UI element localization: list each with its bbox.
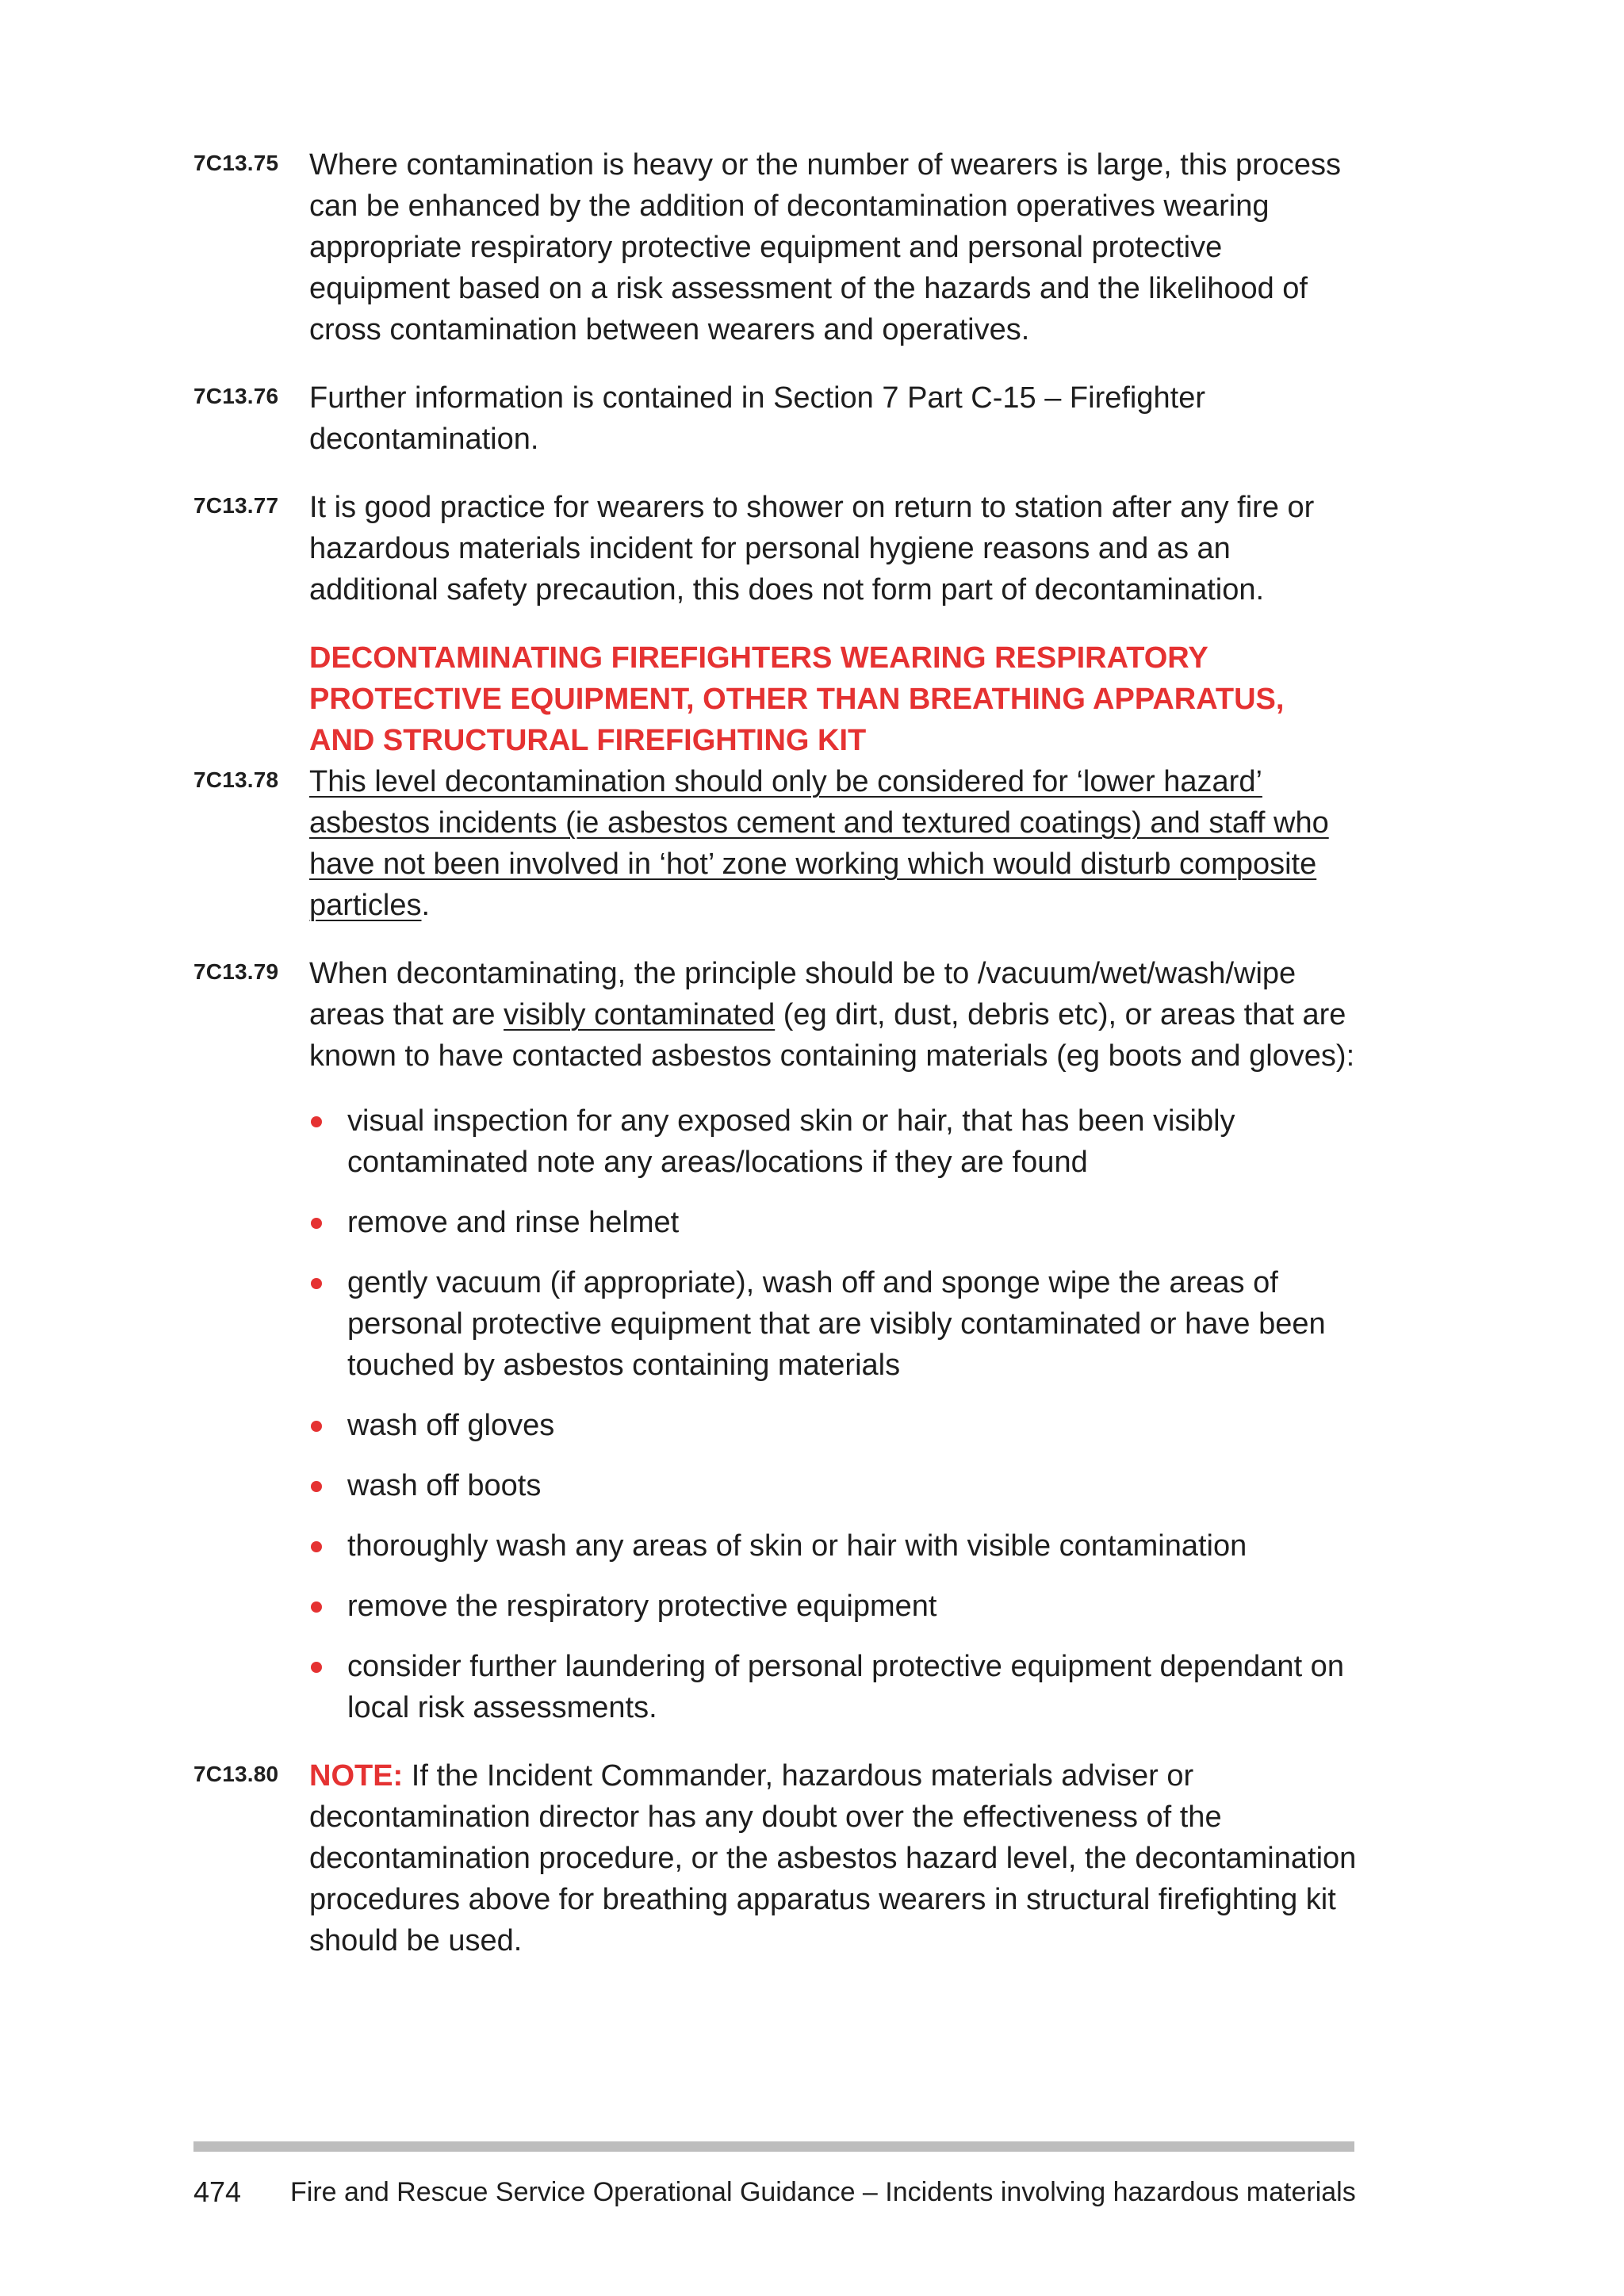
list-item: remove the respiratory protective equipment [347,1586,1359,1627]
decontamination-steps-list [309,1100,1359,1728]
paragraph-7c13-78 [193,761,1359,926]
bullet-icon [311,1116,322,1127]
list-item: wash off gloves [347,1405,1359,1446]
paragraph-number: 7C13.79 [193,959,279,984]
section-heading-line: DECONTAMINATING FIREFIGHTERS WEARING RESPIRATORY [309,641,1208,675]
document-title: Fire and Rescue Service Operational Guidance – Incidents involving hazardous materials [290,2177,1356,2207]
list-item: thoroughly wash any areas of skin or hair with visible contamination [347,1525,1359,1567]
section-heading-line: PROTECTIVE EQUIPMENT, OTHER THAN BREATHING APPARATUS, [309,683,1285,716]
page-content [193,144,1359,1988]
bullet-icon [311,1421,322,1432]
text-after: (eg dirt, dust, debris etc), or areas that are known to have contacted asbestos containing materials (eg boots and gloves): [309,998,1355,1073]
paragraph-text: Where contamination is heavy or the number of wearers is large, this process can be enhanced by the addition of decontamination operatives wearing appropriate respiratory protective equipment and personal protective equipment based on a risk assessment of the hazards and the likelihood of cross contamination between wearers and operatives. [309,148,1342,346]
paragraph-number: 7C13.75 [193,151,279,175]
paragraph-text [309,761,1359,926]
page-number: 474 [193,2175,242,2208]
paragraph-7c13-76 [193,377,1359,460]
list-item: remove and rinse helmet [347,1202,1359,1243]
paragraph-number: 7C13.76 [193,384,279,408]
paragraph-number: 7C13.77 [193,493,279,518]
paragraph-7c13-77 [193,487,1359,610]
note-label: NOTE: [309,1759,404,1793]
text-before: When decontaminating, the principle should be to /vacuum/wet/wash/wipe areas that are [309,957,1297,1031]
bullet-icon [311,1662,322,1673]
list-item: gently vacuum (if appropriate), wash off and sponge wipe the areas of personal protective equipment that are visibly contaminated or have been touched by asbestos containing materials [347,1262,1359,1386]
note-text: If the Incident Commander, hazardous materials adviser or decontamination director has any doubt over the effectiveness of the decontamination procedure, or the asbestos hazard level, the decontamination procedures above for breathing apparatus wearers in structural firefighting kit should be used. [309,1759,1357,1957]
paragraph-end: . [421,889,431,922]
list-item: wash off boots [347,1465,1359,1506]
paragraph-text: Further information is contained in Section 7 Part C-15 – Firefighter decontamination. [309,381,1205,456]
section-heading-line: AND STRUCTURAL FIREFIGHTING KIT [309,724,867,757]
paragraph-text: It is good practice for wearers to shower on return to station after any fire or hazardous materials incident for personal hygiene reasons and as an additional safety precaution, this does not form part of decontamination. [309,491,1315,607]
underlined-text: This level decontamination should only be considered for ‘lower hazard’ asbestos incidents (ie asbestos cement and textured coatings) and staff who have not been involved in ‘hot’ zone working which would disturb composite particles [309,765,1329,922]
list-item: consider further laundering of personal protective equipment dependant on local risk assessments. [347,1646,1359,1728]
page-footer [193,2176,1354,2209]
paragraph-number: 7C13.80 [193,1762,279,1786]
bullet-icon [311,1481,322,1492]
paragraph-7c13-80 [193,1755,1359,1961]
section-heading [309,637,1359,761]
list-item: visual inspection for any exposed skin or hair, that has been visibly contaminated note any areas/locations if they are found [347,1100,1359,1183]
bullet-icon [311,1601,322,1613]
bullet-icon [311,1278,322,1289]
bullet-icon [311,1218,322,1229]
paragraph-text [309,1755,1359,1961]
underlined-text: visibly contaminated [504,998,776,1031]
bullet-icon [311,1541,322,1552]
paragraph-number: 7C13.78 [193,767,279,792]
paragraph-7c13-75 [193,144,1359,350]
paragraph-text [309,953,1359,1077]
paragraph-7c13-79 [193,953,1359,1728]
footer-rule [193,2141,1354,2152]
